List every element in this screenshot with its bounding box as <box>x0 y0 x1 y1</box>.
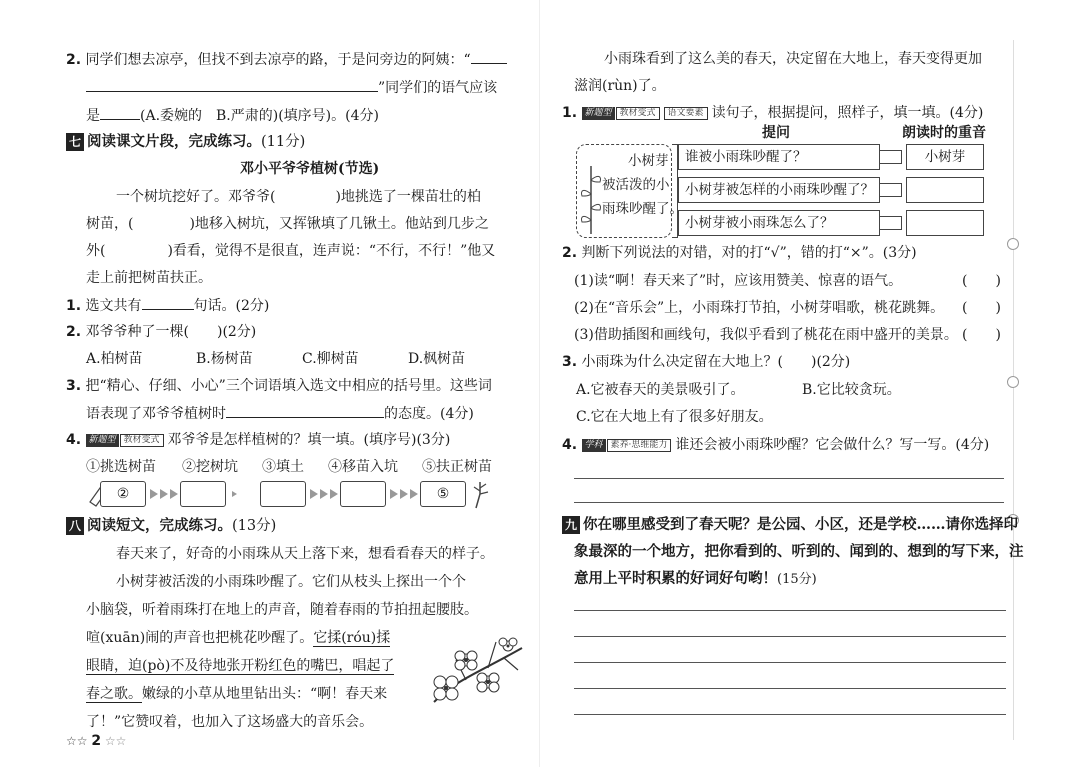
answer-blank[interactable] <box>226 404 384 418</box>
underlined-sentence: 眼睛，迫(pò)不及待地张开粉红色的嘴巴，唱起了 <box>86 658 395 674</box>
writing-line[interactable] <box>574 662 1006 663</box>
s7-question-2: 2. 邓爷爷种了一棵( )(2分) <box>66 324 257 340</box>
writing-line[interactable] <box>574 502 1004 503</box>
answer-blank[interactable] <box>86 78 378 92</box>
step-3: ③填土 <box>262 459 304 475</box>
flow-box-5[interactable]: ⑤ <box>420 481 466 507</box>
judge-item-3: (3)借助插图和画线句，我似乎看到了桃花在雨中盛开的美景。 <box>574 327 958 343</box>
section-9-line: 象最深的一个地方，把你看到的、听到的、闻到的、想到的写下来，注 <box>574 543 1024 560</box>
step-2: ②挖树坑 <box>182 459 238 475</box>
flow-arrow <box>330 489 338 499</box>
sapling-icon <box>466 478 494 510</box>
passage-line: 小树芽被活泼的小雨珠吵醒了。它们从枝头上探出一个个 <box>116 574 466 590</box>
flow-arrow <box>390 489 398 499</box>
flow-box-2[interactable] <box>180 481 226 507</box>
column-header-stress: 朗读时的重音 <box>902 125 986 141</box>
flow-arrow <box>232 491 237 497</box>
flow-arrow <box>320 489 328 499</box>
stress-answer-3[interactable] <box>906 210 984 236</box>
passage-line: 走上前把树苗扶正。 <box>86 270 212 286</box>
passage-line <box>86 657 394 675</box>
flow-arrow <box>310 489 318 499</box>
ask-cell-2: 小树芽被怎样的小雨珠吵醒了？ <box>678 177 880 203</box>
option-b[interactable]: B.杨树苗 <box>196 351 253 367</box>
section-9-line: 意用上平时积累的好词好句哟！(15分) <box>574 570 817 587</box>
option-c[interactable]: C.柳树苗 <box>302 351 359 367</box>
flow-box-1[interactable]: ② <box>100 481 146 507</box>
step-4: ④移苗入坑 <box>328 459 398 475</box>
option-a[interactable]: A.它被春天的美景吸引了。 <box>576 382 745 398</box>
flow-box-4[interactable] <box>340 481 386 507</box>
writing-line[interactable] <box>574 714 1006 715</box>
section-7-heading: 七 阅读课文片段，完成练习。(11分) <box>66 133 305 151</box>
flow-arrow <box>170 489 178 499</box>
judge-answer-1[interactable]: ( ) <box>962 273 1001 289</box>
judge-answer-2[interactable]: ( ) <box>962 300 1001 316</box>
passage-line: 春之歌。嫩绿的小草从地里钻出头：“啊！春天来 <box>86 686 388 702</box>
s7-question-4: 4. 新题型 教材变式 邓爷爷是怎样植树的？填一填。(填序号)(3分) <box>66 432 451 448</box>
writing-line[interactable] <box>574 636 1006 637</box>
answer-blank[interactable] <box>142 296 194 310</box>
option-c[interactable]: C.它在大地上有了很多好朋友。 <box>576 409 773 425</box>
page-gutter <box>539 0 540 767</box>
passage-continued: 滋润(rùn)了。 <box>574 78 666 94</box>
s7-question-3: 3. 把“精心、仔细、小心”三个词语填入选文中相应的括号里。这些词 <box>66 378 492 394</box>
flow-box-3[interactable] <box>260 481 306 507</box>
passage-line: 春天来了，好奇的小雨珠从天上落下来，想看看春天的样子。 <box>116 546 494 562</box>
passage-line: 一个树坑挖好了。邓爷爷( )地挑选了一棵苗壮的柏 <box>116 189 481 205</box>
s7-question-1: 1. 选文共有 句话。(2分) <box>66 298 270 314</box>
writing-line[interactable] <box>574 688 1006 689</box>
flow-arrow <box>160 489 168 499</box>
judge-answer-3[interactable]: ( ) <box>962 327 1001 343</box>
section-9-heading: 九 你在哪里感受到了春天呢？是公园、小区，还是学校……请你选择印 <box>562 515 1018 535</box>
r-question-2: 2. 判断下列说法的对错，对的打“√”，错的打“×”。(3分) <box>562 245 917 261</box>
sprout-icon <box>578 160 604 236</box>
question-2-line2: ”同学们的语气应该 <box>86 78 497 97</box>
stress-answer-1[interactable]: 小树芽 <box>906 144 984 170</box>
section-8-heading: 八 阅读短文，完成练习。(13分) <box>66 517 276 535</box>
arrow-connector <box>880 216 902 230</box>
sentence-line: 雨珠吵醒了。 <box>602 201 683 217</box>
passage-line: 喧(xuān)闹的声音也把桃花吵醒了。它揉(róu)揉 <box>86 630 391 646</box>
question-2-line3: 是 (A.委婉的 B.严肃的)(填序号)。(4分) <box>86 108 379 124</box>
arrow-connector <box>880 150 902 164</box>
underlined-sentence: 它揉(róu)揉 <box>313 630 391 646</box>
stress-answer-2[interactable] <box>906 177 984 203</box>
binding-ring <box>1007 376 1019 388</box>
passage-continued: 小雨珠看到了这么美的春天，决定留在大地上，春天变得更加 <box>604 51 982 67</box>
ask-cell-3: 小树芽被小雨珠怎么了？ <box>678 210 880 236</box>
r-question-1: 1. 新题型 教材变式 语文要素 读句子，根据提问，照样子，填一填。(4分) <box>562 105 984 121</box>
option-a[interactable]: A.柏树苗 <box>86 351 143 367</box>
page-number: 2 <box>91 733 102 749</box>
peach-blossom-illustration <box>426 630 526 708</box>
r-question-4: 4. 学科 素养·思维能力 谁还会被小雨珠吵醒？它会做什么？写一写。(4分) <box>562 437 990 453</box>
passage-line: 树苗，( )地移入树坑，又挥锹填了几锹土。他站到几步之 <box>86 216 489 232</box>
sentence-line: 小树芽 <box>628 153 669 169</box>
arrow-connector <box>880 183 902 197</box>
sentence-line: 被活泼的小 <box>602 177 670 193</box>
flow-arrow <box>410 489 418 499</box>
binding-ring <box>1007 238 1019 250</box>
passage-line: 小脑袋，听着雨珠打在地上的声音，随着春雨的节拍扭起腰肢。 <box>86 602 478 618</box>
step-5: ⑤扶正树苗 <box>422 459 492 475</box>
answer-blank[interactable] <box>100 106 140 120</box>
page-footer: ☆☆ 2 ☆☆ <box>66 733 127 749</box>
writing-line[interactable] <box>574 478 1004 479</box>
binding-rule <box>1013 40 1014 740</box>
passage-line: 外( )看看，觉得不是很直，连声说：“不行，不行！”他又 <box>86 243 496 259</box>
judge-item-2: (2)在“音乐会”上，小雨珠打节拍，小树芽唱歌，桃花跳舞。 <box>574 300 945 316</box>
column-header-ask: 提问 <box>762 125 790 141</box>
option-d[interactable]: D.枫树苗 <box>408 351 466 367</box>
ask-cell-1: 谁被小雨珠吵醒了？ <box>678 144 880 170</box>
judge-item-1: (1)读“啊！春天来了”时，应该用赞美、惊喜的语气。 <box>574 273 903 289</box>
r-question-3: 3. 小雨珠为什么决定留在大地上？( )(2分) <box>562 354 851 370</box>
flow-arrow <box>150 489 158 499</box>
s7-question-3-line2: 语表现了邓爷爷植树时 的态度。(4分) <box>86 406 474 422</box>
passage-title: 邓小平爷爷植树(节选) <box>240 161 380 177</box>
writing-line[interactable] <box>574 610 1006 611</box>
answer-blank[interactable] <box>471 50 507 64</box>
underlined-sentence: 春之歌。 <box>86 686 142 702</box>
flow-arrow <box>400 489 408 499</box>
step-1: ①挑选树苗 <box>86 459 156 475</box>
option-b[interactable]: B.它比较贪玩。 <box>802 382 901 398</box>
passage-line: 了！”它赞叹着，也加入了这场盛大的音乐会。 <box>86 714 374 730</box>
question-2: 2. 同学们想去凉亭，但找不到去凉亭的路，于是问旁边的阿姨：“ <box>66 50 507 69</box>
